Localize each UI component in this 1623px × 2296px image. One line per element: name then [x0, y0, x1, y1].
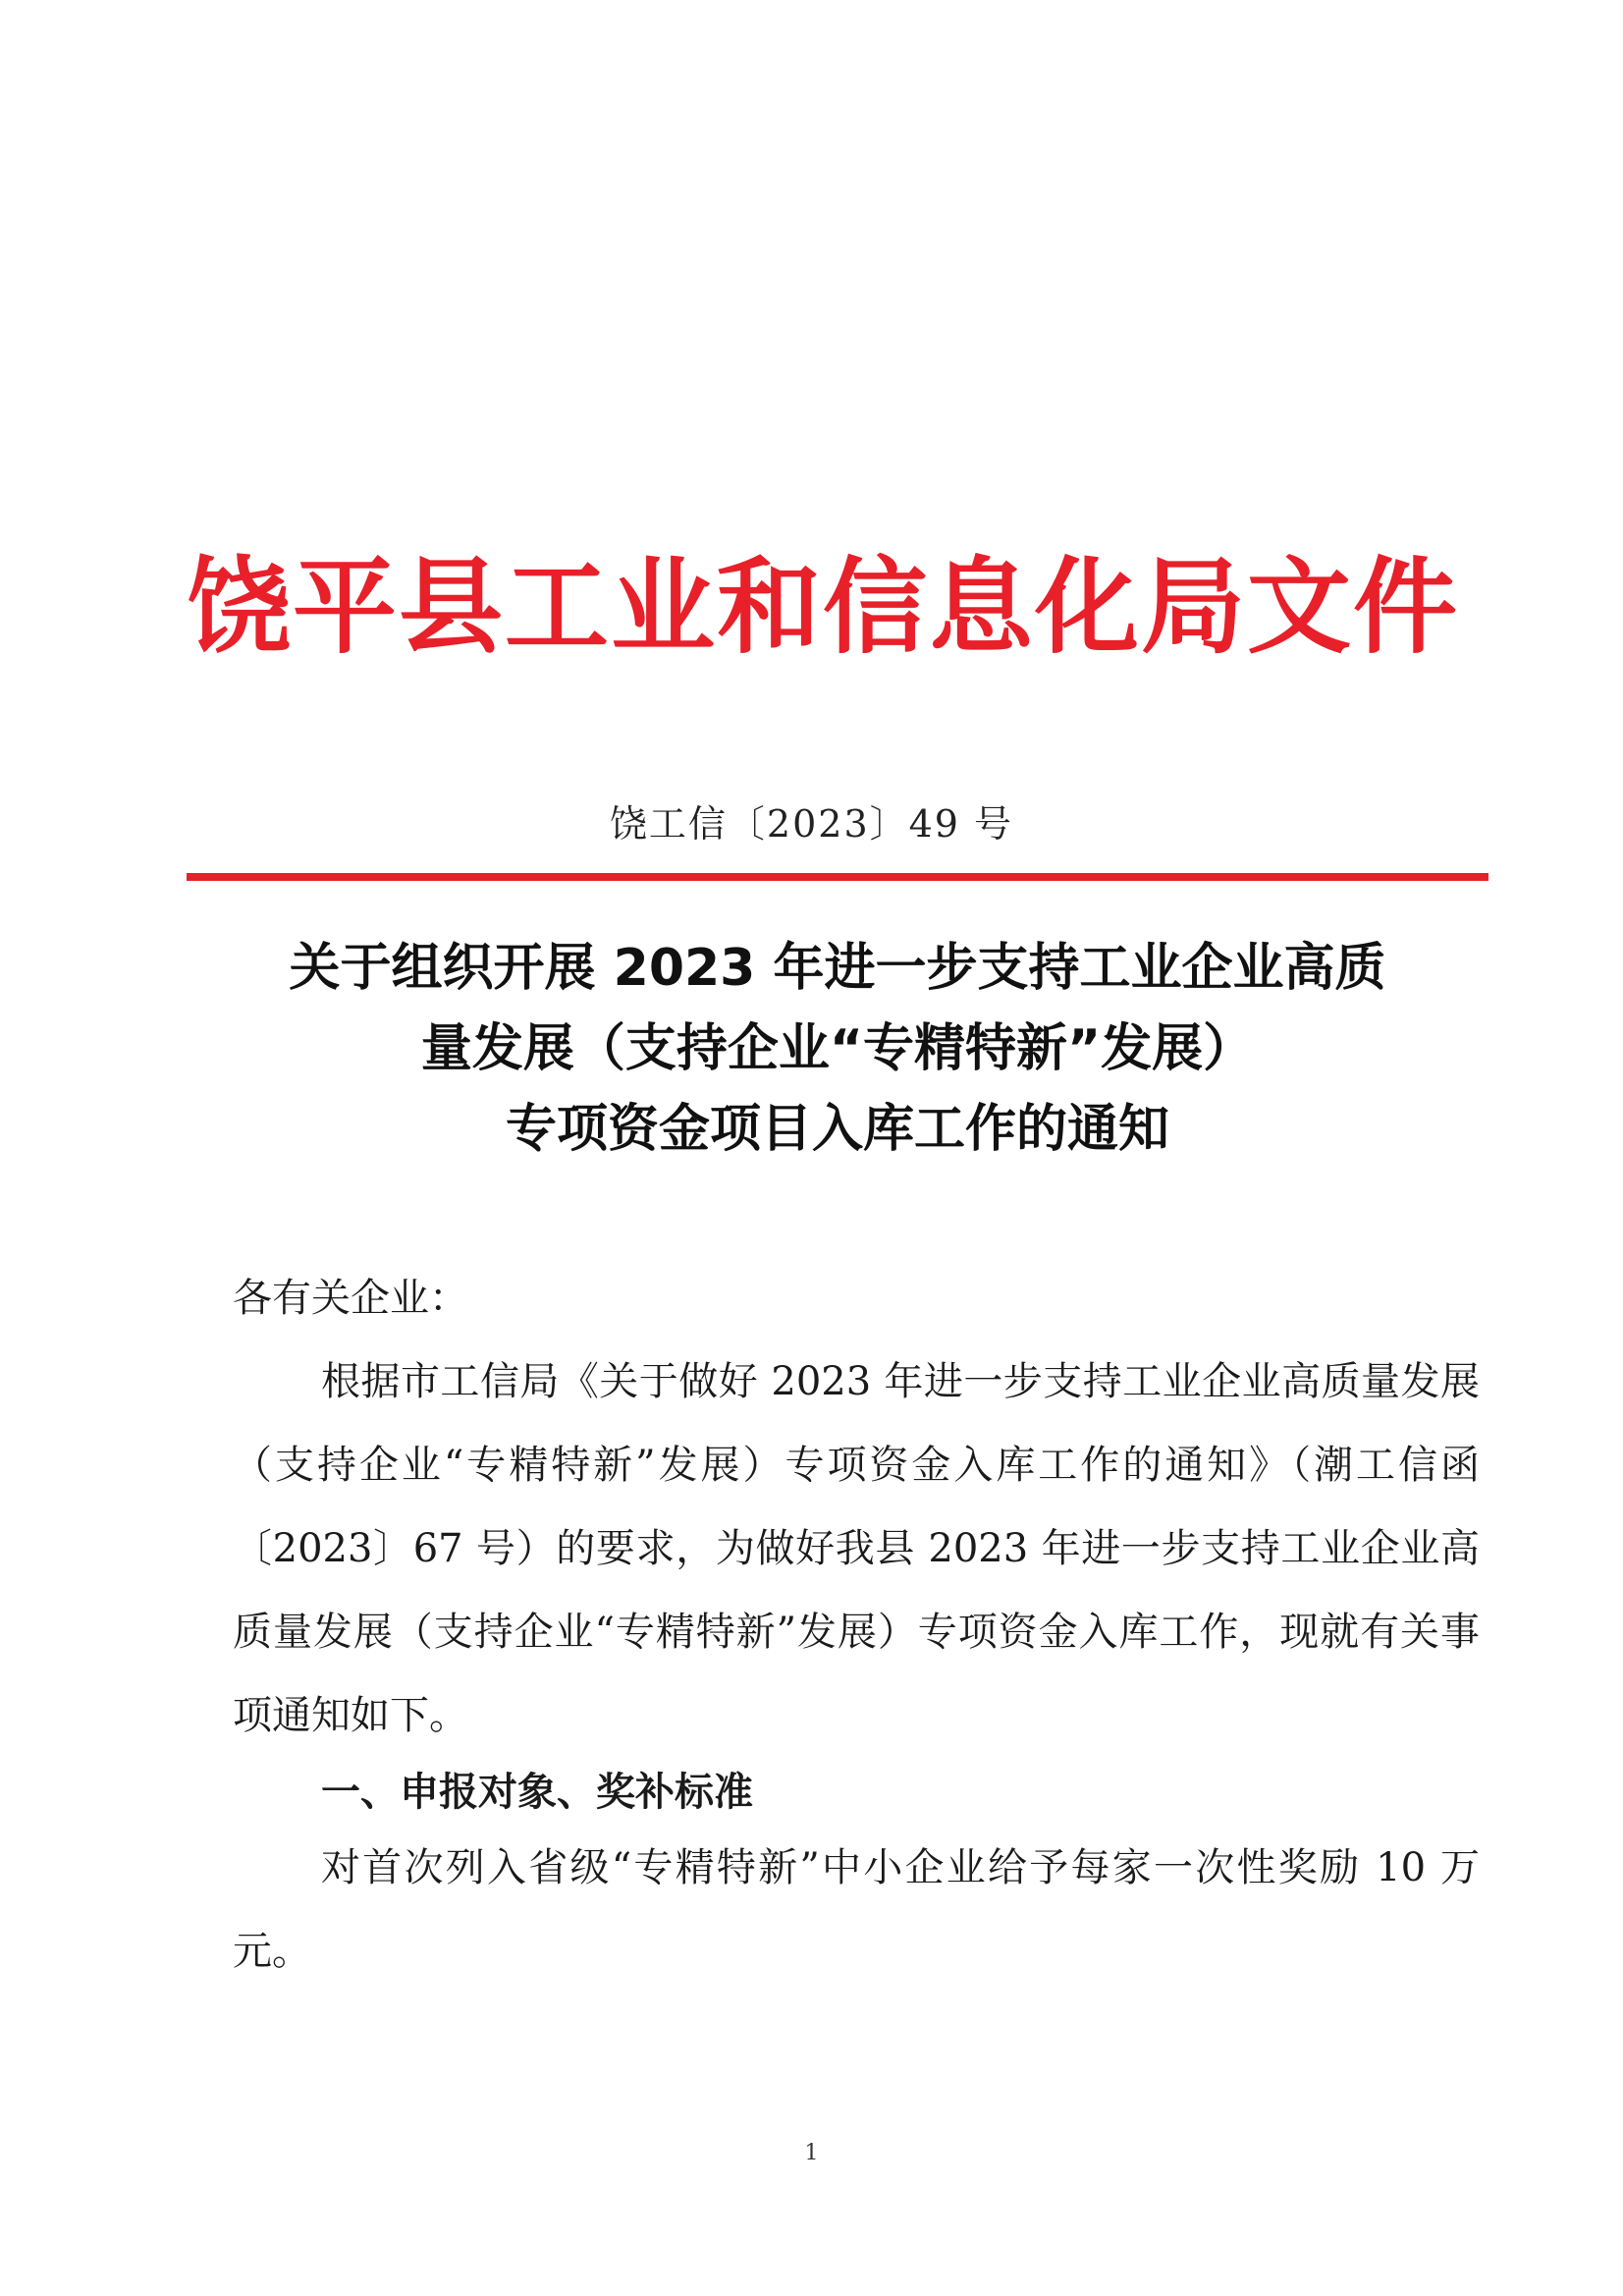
notice-title-line: 关于组织开展 2023 年进一步支持工业企业高质 [289, 939, 1386, 998]
body-paragraph: 根据市工信局《关于做好 2023 年进一步支持工业企业高质量发展（支持企业“专精特新”发展）专项资金入库工作的通知》（潮工信函〔2023〕67 号）的要求，为做好我县 2023 年进一步支持工业企业高质量发展（支持企业“专精特新”发展）专项资金入库工作，现就有关事项通知如下。 [233, 1359, 1480, 1738]
notice-title [187, 928, 1488, 1170]
document-number: 饶工信〔2023〕49 号 [609, 802, 1014, 846]
section-heading: 一、申报对象、奖补标准 [321, 1770, 753, 1815]
document-body [233, 1257, 1480, 1994]
page-number: 1 [804, 2141, 819, 2165]
document-header-title: 饶平县工业和信息化局文件 [187, 545, 1459, 668]
notice-title-line: 量发展（支持企业“专精特新”发展） [420, 1019, 1255, 1078]
body-paragraph: 对首次列入省级“专精特新”中小企业给予每家一次性奖励 10 万元。 [233, 1845, 1480, 1974]
notice-title-line: 专项资金项目入库工作的通知 [505, 1100, 1169, 1159]
salutation: 各有关企业： [233, 1276, 468, 1321]
red-separator-line [187, 873, 1488, 881]
